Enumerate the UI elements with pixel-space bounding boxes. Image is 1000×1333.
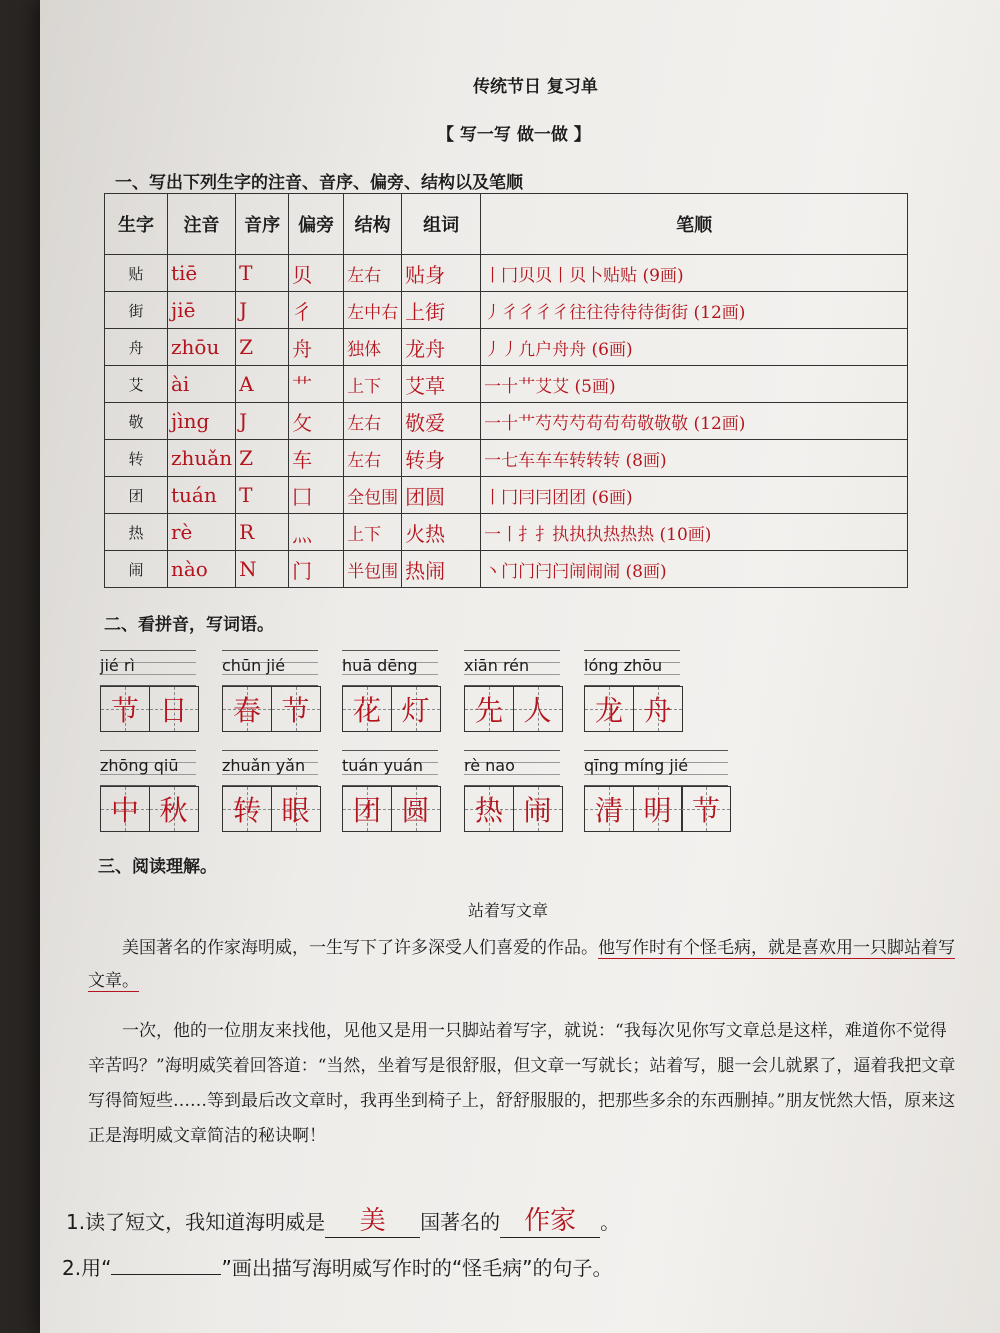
- word-cell: 贴身: [402, 255, 481, 292]
- question-1-text: 1.读了短文，我知道海明威是: [66, 1210, 326, 1234]
- handwritten-char: 热: [474, 794, 503, 827]
- table-row: [105, 514, 908, 551]
- strokes-cell: 一七车车车转转转 (8画): [481, 440, 908, 477]
- initial-cell: Z: [236, 440, 289, 477]
- pinyin-cell: zhuǎn: [168, 440, 236, 477]
- radical-cell: 彳: [289, 292, 344, 329]
- word-cell: 龙舟: [402, 329, 481, 366]
- handwritten-char: 人: [523, 694, 552, 727]
- handwritten-char: 闹: [523, 794, 552, 827]
- handwritten-char: 圆: [401, 794, 430, 827]
- radical-cell: 艹: [289, 366, 344, 403]
- table-row: [105, 329, 908, 366]
- writing-box[interactable]: [513, 786, 563, 832]
- writing-box[interactable]: [584, 786, 634, 832]
- pinyin-cell: ài: [168, 366, 236, 403]
- pinyin-cell: tiē: [168, 255, 236, 292]
- char-cell: 热: [105, 514, 168, 551]
- structure-cell: 上下: [344, 366, 402, 403]
- strokes-cell: 一十艹芍芍芍苟苟苟敬敬敬 (12画): [481, 403, 908, 440]
- writing-boxes: [584, 686, 681, 732]
- writing-boxes: [464, 786, 561, 832]
- story-paragraph-2: 一次，他的一位朋友来找他，见他又是用一只脚站着写字，就说：“我每次见你写文章总是这样，难道你不觉得辛苦吗？”海明威笑着回答道：“当然，坐着写是很舒服，但文章一写就长；站着写，腿一会儿就累了，逼着我把文章写得简短些……等到最后改文章时，我再坐到椅子上，舒舒服服的，把那些多余的东西删掉。”朋友恍然大悟，原来这正是海明威文章简洁的秘诀啊！: [88, 1021, 956, 1146]
- writing-boxes: [342, 686, 439, 732]
- structure-cell: 半包围: [344, 551, 402, 588]
- word-cell: 转身: [402, 440, 481, 477]
- writing-boxes: [222, 786, 319, 832]
- pinyin-cell: tuán: [168, 477, 236, 514]
- table-row: [105, 477, 908, 514]
- writing-box[interactable]: [149, 786, 199, 832]
- char-cell: 舟: [105, 329, 168, 366]
- writing-box[interactable]: [342, 686, 392, 732]
- radical-cell: 门: [289, 551, 344, 588]
- story-title: 站着写文章: [468, 901, 549, 920]
- structure-cell: 全包围: [344, 477, 402, 514]
- pinyin-cell: zhōu: [168, 329, 236, 366]
- pinyin-label: zhōng qiū: [100, 756, 179, 775]
- writing-boxes: [342, 786, 439, 832]
- writing-box[interactable]: [100, 786, 150, 832]
- section1-heading: 一、写出下列生字的注音、音序、偏旁、结构以及笔顺: [115, 173, 523, 193]
- writing-box[interactable]: [464, 786, 514, 832]
- writing-box[interactable]: [100, 686, 150, 732]
- structure-cell: 上下: [344, 514, 402, 551]
- structure-cell: 左右: [344, 403, 402, 440]
- writing-box[interactable]: [633, 686, 683, 732]
- writing-boxes: [100, 686, 197, 732]
- story-paragraph-1: [88, 932, 963, 998]
- writing-box[interactable]: [222, 786, 272, 832]
- initial-cell: A: [236, 366, 289, 403]
- underline-sample-blank: [111, 1274, 221, 1275]
- header-cell: 组词: [402, 194, 481, 255]
- character-table: [104, 193, 908, 588]
- char-cell: 闹: [105, 551, 168, 588]
- table-row: [105, 366, 908, 403]
- question-2: [62, 1252, 613, 1281]
- char-cell: 敬: [105, 403, 168, 440]
- writing-boxes: [584, 786, 730, 832]
- handwritten-char: 秋: [159, 794, 188, 827]
- handwritten-char: 眼: [281, 794, 310, 827]
- handwritten-char: 花: [352, 694, 381, 727]
- char-cell: 艾: [105, 366, 168, 403]
- handwritten-char: 转: [232, 794, 261, 827]
- initial-cell: T: [236, 255, 289, 292]
- header-cell: 音序: [236, 194, 289, 255]
- structure-cell: 左右: [344, 440, 402, 477]
- char-cell: 转: [105, 440, 168, 477]
- handwritten-char: 明: [643, 794, 672, 827]
- pinyin-label: chūn jié: [222, 656, 286, 675]
- initial-cell: J: [236, 292, 289, 329]
- question-1-end: 。: [600, 1210, 621, 1234]
- writing-box[interactable]: [633, 786, 683, 832]
- question-2-open: 2.用“: [62, 1256, 112, 1280]
- writing-box[interactable]: [391, 786, 441, 832]
- handwritten-char: 节: [110, 694, 139, 727]
- writing-box[interactable]: [271, 686, 321, 732]
- header-cell: 偏旁: [289, 194, 344, 255]
- page-subtitle: 【 写一写 做一做 】: [437, 125, 591, 145]
- handwritten-char: 中: [110, 794, 139, 827]
- writing-boxes: [100, 786, 197, 832]
- section3-heading: 三、阅读理解。: [98, 857, 217, 877]
- underlined-sentence: 他写作时有个怪毛病，就是喜欢用一只脚站着写文章。: [88, 938, 955, 991]
- initial-cell: N: [236, 551, 289, 588]
- pinyin-label: huā dēng: [342, 656, 418, 675]
- strokes-cell: 一十艹艾艾 (5画): [481, 366, 908, 403]
- strokes-cell: 丿彳彳彳彳往往待待待街街 (12画): [481, 292, 908, 329]
- word-cell: 艾草: [402, 366, 481, 403]
- story-sentence: 美国著名的作家海明威，一生写下了许多深受人们喜爱的作品。: [122, 938, 598, 958]
- writing-box[interactable]: [222, 686, 272, 732]
- question-2-text: ”画出描写海明威写作时的“怪毛病”的句子。: [221, 1256, 613, 1280]
- word-cell: 团圆: [402, 477, 481, 514]
- pinyin-cell: jìng: [168, 403, 236, 440]
- writing-box[interactable]: [391, 686, 441, 732]
- pinyin-label: qīng míng jié: [584, 756, 689, 775]
- table-row: [105, 440, 908, 477]
- structure-cell: 左中右: [344, 292, 402, 329]
- writing-box[interactable]: [584, 686, 634, 732]
- handwritten-char: 灯: [401, 694, 430, 727]
- pinyin-cell: jiē: [168, 292, 236, 329]
- writing-box[interactable]: [149, 686, 199, 732]
- handwritten-char: 节: [691, 794, 720, 827]
- word-cell: 上街: [402, 292, 481, 329]
- page-title: 传统节日 复习单: [473, 77, 598, 97]
- header-cell: 生字: [105, 194, 168, 255]
- handwritten-char: 日: [159, 694, 188, 727]
- initial-cell: R: [236, 514, 289, 551]
- radical-cell: 囗: [289, 477, 344, 514]
- writing-boxes: [222, 686, 319, 732]
- writing-boxes: [464, 686, 561, 732]
- writing-box[interactable]: [271, 786, 321, 832]
- section2-heading: 二、看拼音，写词语。: [104, 615, 274, 635]
- strokes-cell: 丶门门闩闩闹闹闹 (8画): [481, 551, 908, 588]
- initial-cell: Z: [236, 329, 289, 366]
- structure-cell: 左右: [344, 255, 402, 292]
- pinyin-label: zhuǎn yǎn: [222, 756, 306, 775]
- question-1: [66, 1200, 620, 1238]
- radical-cell: 车: [289, 440, 344, 477]
- header-cell: 笔顺: [481, 194, 908, 255]
- handwritten-char: 节: [281, 694, 310, 727]
- initial-cell: J: [236, 403, 289, 440]
- table-row: [105, 255, 908, 292]
- table-row: [105, 292, 908, 329]
- char-cell: 街: [105, 292, 168, 329]
- handwritten-char: 春: [232, 694, 261, 727]
- writing-box[interactable]: [513, 686, 563, 732]
- radical-cell: 灬: [289, 514, 344, 551]
- writing-box[interactable]: [681, 786, 731, 832]
- radical-cell: 攵: [289, 403, 344, 440]
- word-cell: 火热: [402, 514, 481, 551]
- table-header-row: [105, 194, 908, 255]
- strokes-cell: 丿丿凢户舟舟 (6画): [481, 329, 908, 366]
- initial-cell: T: [236, 477, 289, 514]
- pinyin-label: jié rì: [100, 656, 135, 675]
- answer-blank-profession[interactable]: 作家: [500, 1200, 600, 1238]
- header-cell: 结构: [344, 194, 402, 255]
- question-1-text-mid: 国著名的: [420, 1210, 501, 1234]
- handwritten-char: 舟: [643, 694, 672, 727]
- strokes-cell: 丨冂冃冃团团 (6画): [481, 477, 908, 514]
- word-cell: 敬爱: [402, 403, 481, 440]
- handwritten-char: 龙: [594, 694, 623, 727]
- handwritten-char: 团: [352, 794, 381, 827]
- pinyin-label: tuán yuán: [342, 756, 423, 775]
- radical-cell: 贝: [289, 255, 344, 292]
- handwritten-char: 先: [474, 694, 503, 727]
- writing-box[interactable]: [464, 686, 514, 732]
- handwritten-char: 清: [594, 794, 623, 827]
- table-row: [105, 403, 908, 440]
- structure-cell: 独体: [344, 329, 402, 366]
- pinyin-label: xiān rén: [464, 656, 530, 675]
- char-cell: 团: [105, 477, 168, 514]
- pinyin-label: rè nao: [464, 756, 515, 775]
- strokes-cell: 丨冂贝贝丨贝卜贴贴 (9画): [481, 255, 908, 292]
- word-cell: 热闹: [402, 551, 481, 588]
- pinyin-label: lóng zhōu: [584, 656, 663, 675]
- radical-cell: 舟: [289, 329, 344, 366]
- char-cell: 贴: [105, 255, 168, 292]
- header-cell: 注音: [168, 194, 236, 255]
- pinyin-cell: nào: [168, 551, 236, 588]
- writing-box[interactable]: [342, 786, 392, 832]
- strokes-cell: 一丨扌扌执执执热热热 (10画): [481, 514, 908, 551]
- table-row: [105, 551, 908, 588]
- pinyin-cell: rè: [168, 514, 236, 551]
- answer-blank-country[interactable]: 美: [325, 1200, 420, 1238]
